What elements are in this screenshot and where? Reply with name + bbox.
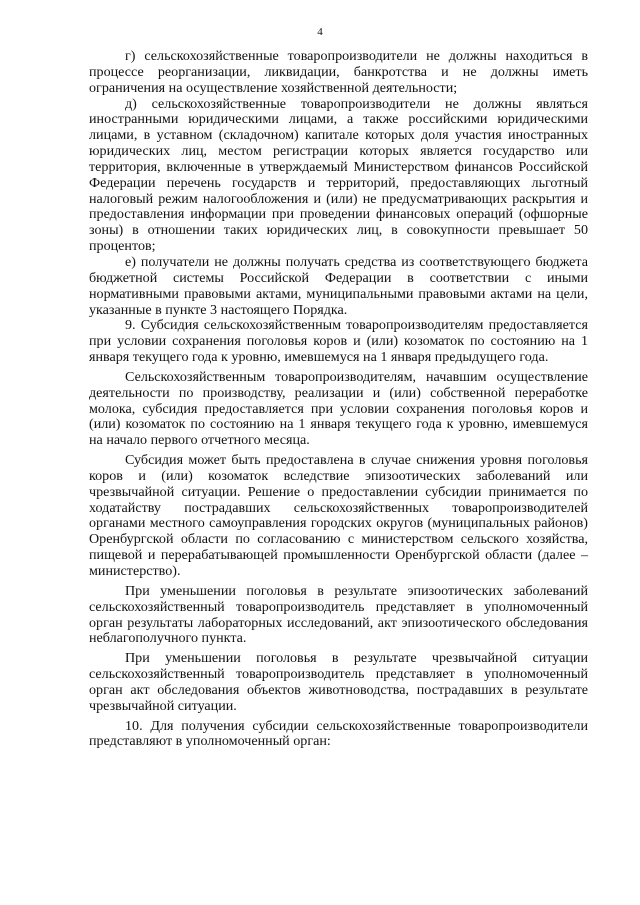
paragraph-subpoint-e: е) получатели не должны получать средства из соответствующего бюджета бюджетной системы Российской Федерации в соответствии с иными нормативными правовыми актами, муниципальными правовыми актами на цели, указанные в пункте 3 настоящего Порядка. (89, 253, 588, 318)
paragraph-new-producers: Сельскохозяйственным товаропроизводителям, начавшим осуществление деятельности по производству, реализации и (или) собственной переработке молока, субсидия предоставляется при условии сохранения поголовья коров и (или) козоматок по состоянию на 1 января текущего года к уровню, имевшемуся на начало первого отчетного месяца. (89, 368, 588, 449)
paragraph-point-10: 10. Для получения субсидии сельскохозяйственные товаропроизводители представляют в уполномоченный орган: (89, 717, 588, 750)
paragraph-emergency: При уменьшении поголовья в результате чрезвычайной ситуации сельскохозяйственный товаропроизводитель представляет в уполномоченный орган акт обследования объектов животноводства, пострадавших в результате чрезвычайной ситуации. (89, 650, 588, 714)
paragraph-point-9: 9. Субсидия сельскохозяйственным товаропроизводителям предоставляется при условии сохранения поголовья коров и (или) козоматок по состоянию на 1 января текущего года к уровню, имевшемуся на 1 января предыдущего года. (89, 317, 588, 366)
page-number: 4 (317, 26, 323, 38)
paragraph-epizootic: При уменьшении поголовья в результате эпизоотических заболеваний сельскохозяйственный товаропроизводитель представляет в уполномоченный орган результаты лабораторных исследований, акт эпизоотического обследования неблагополучного пункта. (89, 582, 588, 647)
document-body (89, 49, 588, 750)
paragraph-subpoint-d: д) сельскохозяйственные товаропроизводители не должны являться иностранными юридическими лицами, а также российскими юридическими лицами, в уставном (складочном) капитале которых доля участия иностранных юридических лиц, местом регистрации которых является государство или территория, включенные в утверждаемый Министерством финансов Российской Федерации перечень государств и территорий, предоставляющих льготный налоговый режим налогообложения и (или) не предусматривающих раскрытия и предоставления информации при проведении финансовых операций (офшорные зоны) в отношении таких юридических лиц, в совокупности превышает 50 процентов; (89, 95, 588, 255)
paragraph-subsidy-reduction: Субсидия может быть предоставлена в случае снижения уровня поголовья коров и (или) козоматок вследствие эпизоотических заболеваний или чрезвычайной ситуации. Решение о предоставлении субсидии принимается по ходатайству пострадавших сельскохозяйственных товаропроизводителей органами местного самоуправления городских округов (муниципальных районов) Оренбургской области по согласованию с министерством сельского хозяйства, пищевой и перерабатывающей промышленности Оренбургской области (далее – министерство). (89, 452, 588, 579)
paragraph-subpoint-g: г) сельскохозяйственные товаропроизводители не должны находиться в процессе реорганизации, ликвидации, банкротства и не должны иметь ограничения на осуществление хозяйственной деятельности; (89, 48, 588, 96)
